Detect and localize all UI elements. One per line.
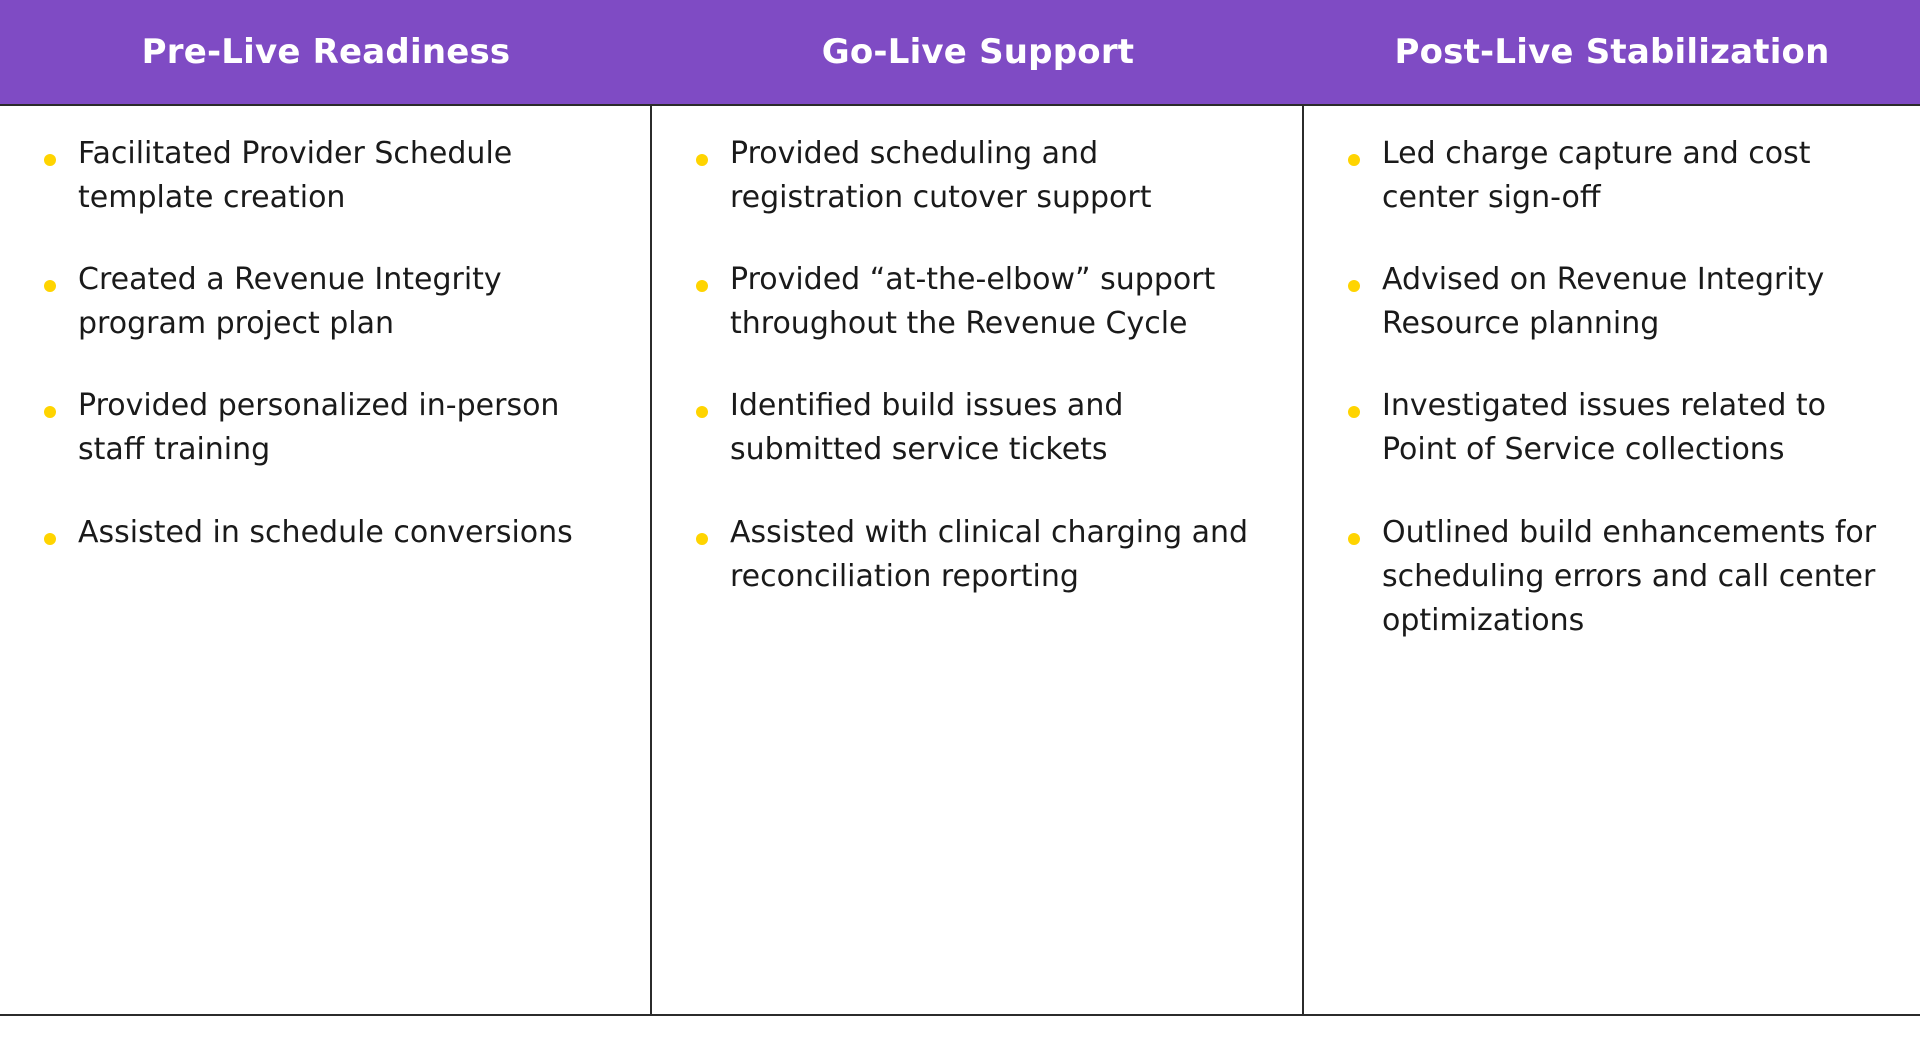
list-item (30, 258, 620, 346)
list-item (682, 132, 1272, 220)
list-item (30, 384, 620, 472)
list-item (682, 258, 1272, 346)
table-bottom-border (0, 1014, 1920, 1016)
list-item-text: Assisted with clinical charging and reconciliation reporting (730, 514, 1249, 594)
list-item (30, 132, 620, 220)
bullet-dot-icon (696, 533, 708, 545)
bullet-dot-icon (1348, 533, 1360, 545)
list-item-text: Outlined build enhancements for scheduling errors and call center optimizations (1382, 514, 1877, 638)
bullet-dot-icon (1348, 280, 1360, 292)
list-item (1334, 384, 1890, 472)
column-header-label: Go-Live Support (821, 32, 1135, 72)
bullet-list-pre-live-readiness (30, 132, 620, 555)
column-header-pre-live-readiness (0, 0, 652, 104)
bullet-dot-icon (44, 533, 56, 545)
bullet-dot-icon (1348, 154, 1360, 166)
bullet-list-go-live-support (682, 132, 1272, 599)
list-item-text: Advised on Revenue Integrity Resource planning (1382, 262, 1825, 342)
bullet-dot-icon (696, 154, 708, 166)
table-cell-pre-live-readiness (0, 106, 652, 1016)
list-item-text: Assisted in schedule conversions (78, 514, 573, 550)
column-header-label: Post-Live Stabilization (1394, 32, 1830, 72)
bullet-dot-icon (44, 154, 56, 166)
table-cell-go-live-support (652, 106, 1304, 1016)
column-header-go-live-support (652, 0, 1304, 104)
list-item-text: Created a Revenue Integrity program project plan (78, 262, 502, 342)
list-item-text: Provided “at-the-elbow” support throughout the Revenue Cycle (730, 262, 1216, 342)
list-item-text: Led charge capture and cost center sign-off (1382, 136, 1811, 216)
list-item (30, 511, 620, 555)
bullet-dot-icon (1348, 406, 1360, 418)
list-item (1334, 132, 1890, 220)
bullet-dot-icon (44, 280, 56, 292)
list-item (682, 384, 1272, 472)
list-item-text: Identified build issues and submitted service tickets (730, 388, 1124, 468)
table-body-row (0, 104, 1920, 1016)
list-item-text: Investigated issues related to Point of Service collections (1382, 388, 1827, 468)
column-header-post-live-stabilization (1304, 0, 1920, 104)
list-item-text: Provided scheduling and registration cutover support (730, 136, 1152, 216)
list-item-text: Facilitated Provider Schedule template creation (78, 136, 513, 216)
bullet-dot-icon (44, 406, 56, 418)
list-item-text: Provided personalized in-person staff training (78, 388, 560, 468)
table-header-row (0, 0, 1920, 104)
table-cell-post-live-stabilization (1304, 106, 1920, 1016)
bullet-dot-icon (696, 406, 708, 418)
list-item (1334, 258, 1890, 346)
bullet-dot-icon (696, 280, 708, 292)
column-header-label: Pre-Live Readiness (141, 32, 511, 72)
list-item (682, 511, 1272, 599)
list-item (1334, 511, 1890, 643)
bullet-list-post-live-stabilization (1334, 132, 1890, 643)
